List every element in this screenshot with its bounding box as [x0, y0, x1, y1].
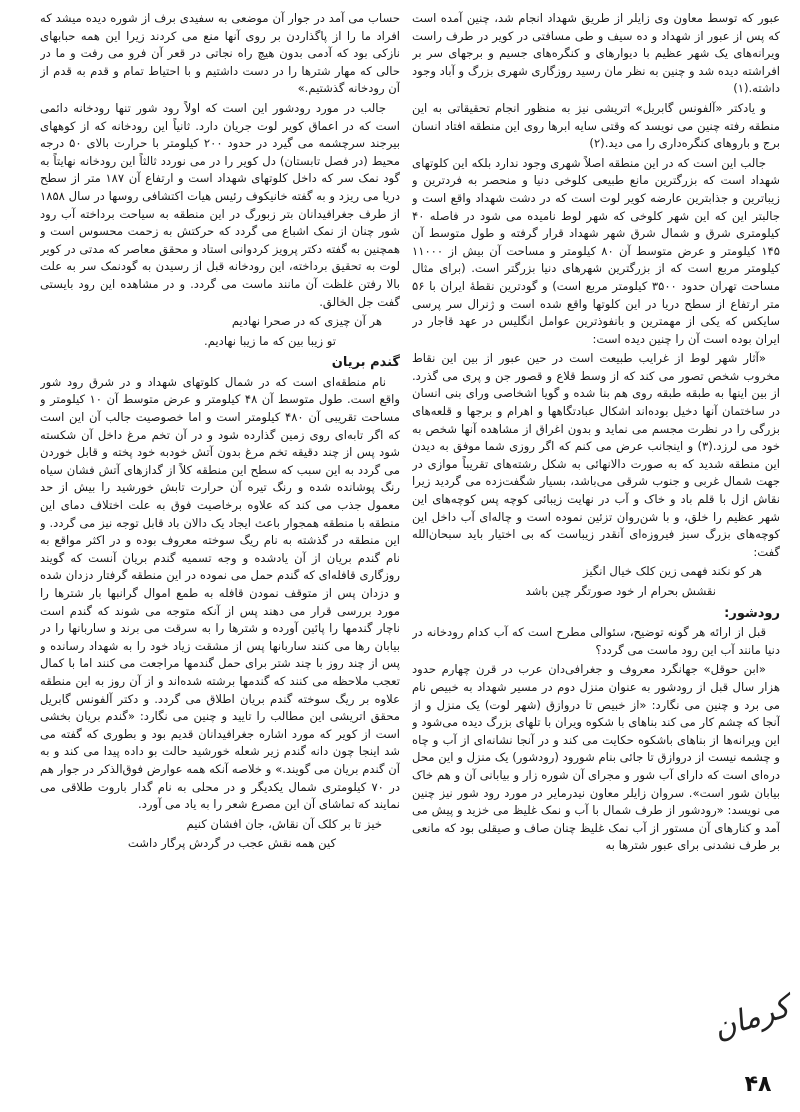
verse-line: هر کو نکند فهمی زین کلک خیال انگیز — [582, 564, 762, 579]
section-heading: رودشور: — [724, 605, 780, 621]
paragraph: عبور که توسط معاون وی زایلر از طریق شهداد انجام شد، چنین آمده است که پس از عبور از شهداد و ده سیف و طی مسافتی در کویر در طرف راست ویرانه‌های یک شهر عظیم با دیوارهای و کنگره‌های جسیم و برجهای سر بر افراشته دیده شد و چنین به نظر مان رسید روزگاری شهری بزرگ و آباد وجود داشته.(۱) — [412, 11, 780, 96]
paragraph: و یادکتر «آلفونس گابریل» اتریشی نیز به منظور انجام تحقیقاتی به این منطقه رفته چنین می نویسد که وقتی سایه ابرها روی این منطقه افتاد انسان برج و باروهای کنگره‌داری را می دید.(۲) — [412, 100, 780, 151]
page-number: ۴۸ — [744, 1072, 772, 1097]
paragraph: قبل از ارائه هر گونه توضیح، سئوالی مطرح است که آب کدام رودخانه در دنیا مانند آب این رود ماست می گردد؟ — [412, 625, 780, 657]
verse-line: نقشش بحرام ار خود صورتگر چین باشد — [525, 584, 716, 598]
magazine-logo: کرمان — [708, 989, 795, 1047]
verse-line: هر آن چیزی که در صحرا نهادیم — [231, 314, 382, 329]
verse-line: کین همه نقش عجب در گردش پرگار داشت — [127, 836, 336, 851]
paragraph: جالب این است که در این منطقه اصلاً شهری وجود ندارد بلکه این کلوتهای شهداد است که بزرگترین مانع طبیعی کلوخی دنیا و منحصر به فردترین و زیباترین و جذابترین عارضه کویر لوت است که در دشت شهداد واقع است و جالبتر این که این شهر کلوخی که شهر لوط نامیده می شود در فاصله ۴۰ کیلومتری شرق و شمال شرق شهر شهداد قرار گرفته و طول متوسط آن ۱۴۵ کیلومتر و عرض متوسط آن ۸۰ کیلومتر و مساحت آن بیش از ۱۱۰۰۰ کیلومتر مربع است که از بزرگترین شهرهای دنیا بزرگتر است. (برای مثال مساحت تهران حدود ۳۵۰۰ کیلومتر مربع است) و گودترین نقطهٔ ایران با ۵۶ متر ارتفاع از سطح دریا در این کلوتها واقع شده است و ژنرال سر پرسی سایکس که یکی از مهمترین و بانفوذترین عوامل انگلیس در عهد قاجار در ایران بوده است آن را چنین دیده است: — [412, 155, 780, 346]
paragraph: حساب می آمد در جوار آن موضعی به سفیدی برف از شوره دیده میشد که افراد ما را از پاگذاردن بر روی آنها منع می کردند زیرا این همه حبابهای نازکی بود که آدمی بدون هیچ راه نجاتی در قعر آن فرو می رفت و ما در حالی که مهار شترها را در دست داشتیم و با احتیاط تمام و قدم به قدم از آن رودخانه گذشتیم.» — [40, 11, 400, 96]
paragraph: «ابن حوقل» جهانگرد معروف و جغرافی‌دان عرب در قرن چهارم حدود هزار سال قبل از رودشور به عنوان منزل دوم در مسیر شهداد به خبیص نام می برد و چنین می نگارد: «از خبیص تا دروازق (شهر لوت) یک منزل و از آنجا که چشم کار می کند بناهای با شکوه ویران با تلهای بزرگ دیده می‌شود و این ویرانه‌ها از بناهای باشکوه حکایت می کند و در آنجا نشانه‌ای از آب و چاه و چشمه نیست از دروازق تا جائی بنام شورود (رودشور) یک منزل و این محل دره‌ای است که دارای آب شور و مجرای آن شوره زار و بیابانی آن و هم خاک بیابان شور است». سروان زایلر معاون نیدرمایر در مورد رود شور نیز چنین می نویسد: «رودشور از طرف شمال با آب و نمک غلیظ می خزید و پیش می آمد و کنارهای آن مستور از آب نمک غلیظ چنان صاف و صیقلی بود که مانعی بر طرف نشدنی برای عبور شترها به — [412, 662, 780, 853]
section-heading: گندم بریان — [331, 355, 400, 371]
paragraph: جالب در مورد رودشور این است که اولاً رود شور تنها رودخانه دائمی است که در اعماق کویر لوت جریان دارد. ثانیاً این رودخانه که از کوههای بیرجند سرچشمه می گیرد در حدود ۲۰۰ کیلومتر با حرارت بالای ۵۰ درجه محیط (در فصل تابستان) دل کویر را در می نوردد ثالثاً این رودخانه نهایتاً به گود نمک سر که داخل کلوتهای شهداد است و ارتفاع آن ۱۸۷ متر از سطح دریا می ریزد و به گفته خانیکوف رئیس هیات اکتشافی روسها در سال ۱۸۵۸ از طرف جغرافیدانان بتر زبورگ در این منطقه به سیاحت برداخته آب رود شور چنان از نمک اشباع می گردد که حرکتش به زحمت محسوس است و همچنین به گفته دکتر پرویز کردوانی استاد و محقق معاصر که مدتی در کویر لوت به تحقیق برداخته، این رودخانه قبل از رسیدن به گودنمک سر به علت بالا رفتن غلظت آن مانند ماست می گردد. و در مشاهده این رود بایستی گفت جل الخالق. — [40, 100, 400, 309]
verse-line: تو زیبا بین که ما زیبا نهادیم. — [204, 333, 336, 348]
paragraph: «آثار شهر لوط از غرایب طبیعت است در حین عبور از بین این نقاط مخروب شخص تصور می کند که از وسط قلاع و قصور جن و پری می گذرد. از بین اینها به طبقه طبقه روی هم بنا شده و گویا اشخاصی ورای بنی انسان در ساختمان آنها دخیل بوده‌اند اشکال عبادتگاهها و اهرام و برجها و قلعه‌های بزرگی را در نظرت مجسم می نماید و بدون اغراق از مشاهده آنها شخص به خود می لرزد.(۳) و اینجانب عرض می کنم که اگر روزی شما موفق به دیدن این منطقه شدید که به صورت دالانهائی به شکل رشته‌های تقریباً موازی در جهت شمال غربی و جنوب شرقی می‌باشد، بسیار شگفت‌زده می گردید زیرا نقاش ازل با قلم باد و خاک و آب در نهایت زیبائی کوچه پس کوچه‌های این شهر عظیم را خلق، و با شن‌روان تزئین نموده است و چاله‌ای آب داخل این کوچه‌های بزرگ سبز فیروزه‌ای آنقدر زیباست که بی اختیار باید سبحان‌الله گفت: — [412, 351, 780, 559]
verse-line: خیز تا بر کلک آن نقاش، جان افشان کنیم — [186, 816, 382, 831]
paragraph: نام منطقه‌ای است که در شمال کلوتهای شهداد و در شرق رود شور واقع است. طول متوسط آن ۴۸ کیلومتر و عرض متوسط آن ۱۰ کیلومتر و مساحت تقریبی آن ۴۸۰ کیلومتر است و اما خصوصیت جالب آن این است که اگر تابه‌ای روی زمین گذارده شود و در آن تخم مرغ داخل آن شکسته شود پس از چند دقیقه تخم مرغ بدون آتش خودبه خود پخته و قابل خوردن می گردد به این سبب که سطح این منطقه کلاً از گدازهای آتش فشان سیاه رنگ پوشانده شده و رنگ تیره آن حرارت تابش خورشید را بیش از حد معمول جذب می کند که علاوه برخاصیت فوق به علت اختلاف دمای این منطقه با منطقه همجوار باعث ایجاد یک دالان باد قابل توجه نیز می گردد. و این منطقه در گذشته به نام ریگ سوخته معروف بوده و در اکثر مواقع به نام گندم بریان از آن یادشده و وجه تسمیه گندم بریان آنست که گویند روزگاری قافله‌ای که گندم حمل می نموده در این منطقه گرفتار دزدان شده و دزدان پس از متوقف نمودن قافله به طمع اموال گرانبها بار شترها را مورد بررسی قرار می دهند پس از آنکه متوجه می شوند که گندم است ناچار گندمها را پائین آورده و شترها را به سرقت می برند و ساربانها را در بیابان رها می کنند ساربانها پس از مشقت زیاد خود را به شهداد رسانده و پس از چند روز با چند شتر برای حمل گندمها مراجعت می کنند اما با کمال تعجب ملاحظه می کنند که گندمها برشته شده‌اند و از آن روز به این منطقه علاوه بر ریگ سوخته گندم بریان اطلاق می گردد. و دکتر آلفونس گابریل محقق اتریشی این مطالب را تایید و چنین می نگارد: «گندم بریان بخشی است از کویر که مورد اشاره جغرافیدانان قدیم بود و بطوری که گفته می شد اینجا چون دانه گندم زیر شعله خورشید حالت بو داده پیدا می کند و به آن گندم بریان می گویند.» و خلاصه آنکه همه عوارض فوق‌الذکر در جوار هم در ۷۰ کیلومتری شمال یکدیگر و در محلی به نام گدار باروت طلاقی می نمایند که تماشای آن این مصرع شعر را به یاد می آورد. — [40, 374, 400, 812]
left-column — [40, 10, 400, 1080]
right-column — [412, 10, 780, 1030]
